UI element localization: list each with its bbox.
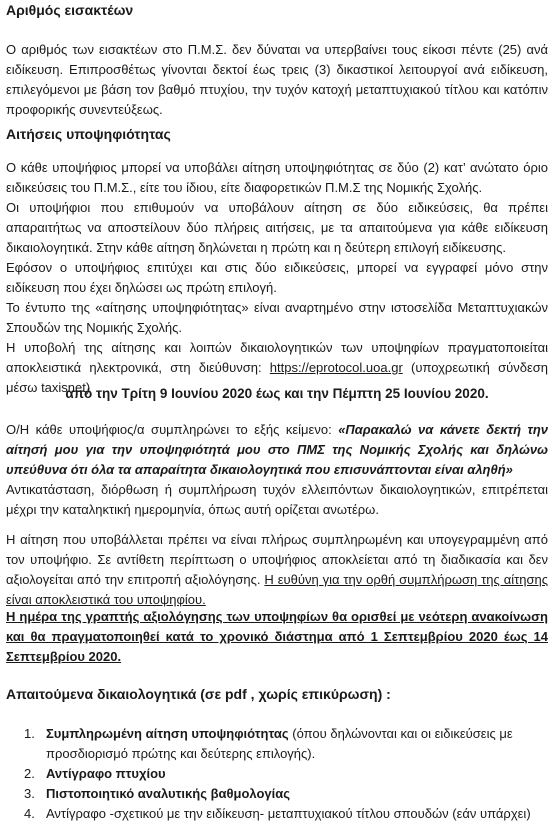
applications-paragraph-4: Το έντυπο της «αίτησης υποψηφιότητας» είναι αναρτημένο στην ιστοσελίδα Μεταπτυχιακών Σπουδών της Νομικής Σχολής. <box>6 300 548 335</box>
corrections-paragraph: Αντικατάσταση, διόρθωση ή συμπλήρωση τυχόν ελλειπόντων δικαιολογητικών, επιτρέπεται μέχρι την καταληκτική ημερομηνία, όπως αυτή ορίζεται ανωτέρω. <box>6 482 548 517</box>
applications-paragraph-2: Οι υποψήφιοι που επιθυμούν να υποβάλουν αίτηση σε δύο ειδικεύσεις, θα πρέπει απαραιτήτως να αποστείλουν δύο πλήρεις αιτήσεις, με τα απαιτούμενα για κάθε ειδίκευση δικαιολογητικά. Στην κάθε αίτηση δηλώνεται η πρώτη και η δεύτερη επιλογή ειδίκευσης. <box>6 200 548 255</box>
declaration-intro: Ο/Η κάθε υποψήφιος/α συμπληρώνει το εξής κείμενο: <box>6 422 339 437</box>
declaration-body <box>6 420 548 520</box>
applications-paragraph-1: Ο κάθε υποψήφιος μπορεί να υποβάλει αίτηση υποψηφιότητας σε δύο (2) κατ’ ανώτατο όριο ειδικεύσεις του Π.Μ.Σ., είτε του ίδιου, είτε διαφορετικών Π.Μ.Σ της Νομικής Σχολής. <box>6 160 548 195</box>
applications-body <box>6 158 548 398</box>
responsibility-note: Η ευθύνη για την ορθή συμπλήρωση της αίτησης είναι αποκλειστικά του υποψηφίου. <box>6 572 548 607</box>
completeness-paragraph <box>6 530 548 610</box>
written-evaluation-notice: Η ημέρα της γραπτής αξιολόγησης των υποψηφίων θα ορισθεί με νεότερη ανακοίνωση και θα πραγματοποιηθεί κατά το χρονικό διάστημα από 1 Σεπτεμβρίου 2020 έως 14 Σεπτεμβρίου 2020. <box>6 609 548 664</box>
declaration-paragraph <box>6 420 548 480</box>
list-item <box>24 804 548 824</box>
applications-paragraph-3: Εφόσον ο υποψήφιος επιτύχει και στις δύο ειδικεύσεις, μπορεί να εγγραφεί μόνο στην ειδίκευση που έχει δηλώσει ως πρώτη επιλογή. <box>6 260 548 295</box>
list-item-bold: Αντίγραφο πτυχίου <box>46 766 166 781</box>
section-heading-required-documents: Απαιτούμενα δικαιολογητικά (σε pdf , χωρίς επικύρωση) : <box>6 686 391 702</box>
list-item <box>24 724 548 764</box>
submission-period: από την Τρίτη 9 Ιουνίου 2020 έως και την Πέμπτη 25 Ιουνίου 2020. <box>65 386 489 401</box>
submission-text: Η υποβολή της αίτησης και λοιπών δικαιολογητικών των υποψηφίων πραγματοποιείται αποκλειστικά ηλεκτρονικά, στη διεύθυνση: <box>6 340 548 375</box>
list-item-bold: Συμπληρωμένη αίτηση υποψηφιότητας <box>46 726 289 741</box>
admissions-paragraph: Ο αριθμός των εισακτέων στο Π.Μ.Σ. δεν δύναται να υπερβαίνει τους είκοσι πέντε (25) ανά ειδίκευση. Επιπροσθέτως γίνονται δεκτοί έως τρεις (3) δικαστικοί λειτουργοί ανά ειδίκευση, επιλεγόμενοι με βάση τον βαθμό πτυχίου, την τυχόν κατοχή μεταπτυχιακού τίτλου και κατόπιν προφορικής συνεντεύξεως. <box>6 42 548 117</box>
list-item <box>24 764 548 784</box>
taxisnet-note: (υποχρεωτική σύνδεση μέσω taxisnet) <box>6 360 548 395</box>
list-item-text: Αντίγραφο -σχετικού με την ειδίκευση- μεταπτυχιακού τίτλου σπουδών (εάν υπάρχει) <box>46 806 531 821</box>
required-documents-list <box>24 724 548 824</box>
list-item-text: (όπου δηλώνονται και οι ειδικεύσεις με προσδιορισμό πρώτης και δεύτερης επιλογής). <box>46 726 513 761</box>
list-item <box>24 784 548 804</box>
list-item-bold: Πιστοποιητικό αναλυτικής βαθμολογίας <box>46 786 291 801</box>
list-number: 2. <box>24 766 35 781</box>
section-heading-applications: Αιτήσεις υποψηφιότητας <box>6 126 171 142</box>
eprotocol-link[interactable]: https://eprotocol.uoa.gr <box>269 360 403 375</box>
list-number: 4. <box>24 806 35 821</box>
declaration-quote: «Παρακαλώ να κάνετε δεκτή την αίτησή μου για την υποψηφιότητά μου στο ΠΜΣ της Νομικής Σχολής και δηλώνω υπεύθυνα ότι όλα τα απαραίτητα δικαιολογητικά που επισυνάπτονται είναι αληθή» <box>6 422 548 477</box>
list-number: 3. <box>24 786 35 801</box>
completeness-text: Η αίτηση που υποβάλλεται πρέπει να είναι πλήρως συμπληρωμένη και υπογεγραμμένη από τον υποψήφιο. Σε αντίθετη περίπτωση ο υποψήφιος αποκλείεται από τη διαδικασία και δεν αξιολογείται από την επιτροπή αξιολόγησης. <box>6 532 548 587</box>
list-number: 1. <box>24 726 35 741</box>
section-heading-admissions: Αριθμός εισακτέων <box>6 2 134 18</box>
